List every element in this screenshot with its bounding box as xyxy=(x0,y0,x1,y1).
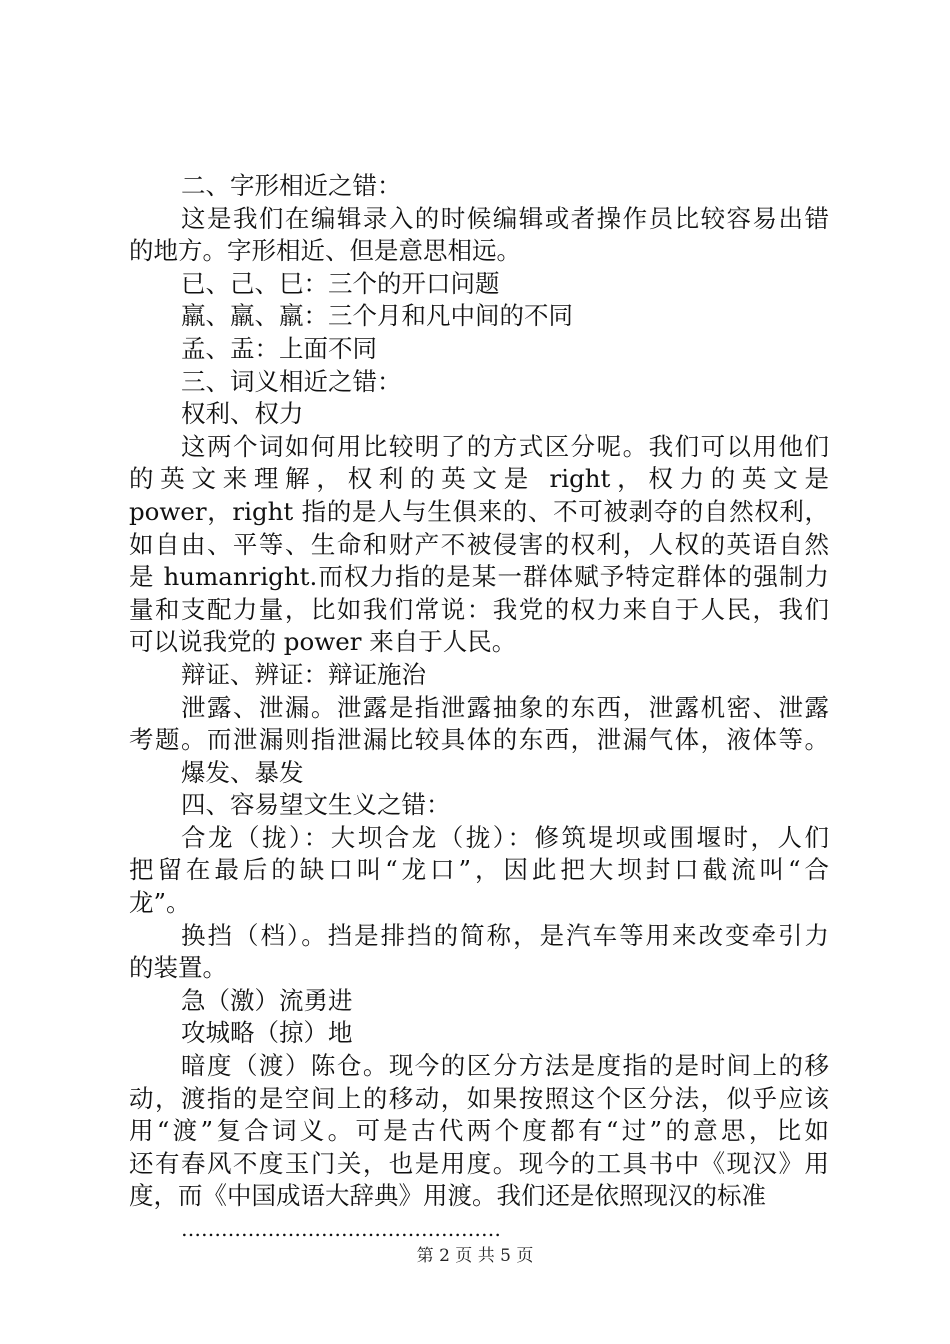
paragraph-line: 这是我们在编辑录入的时候编辑或者操作员比较容易出错 xyxy=(181,203,829,233)
paragraph-line: 三、词义相近之错： xyxy=(181,366,402,396)
document-body xyxy=(129,170,829,1246)
paragraph-line: power，right 指的是人与生俱来的、不可被剥夺的自然权利， xyxy=(129,496,829,526)
paragraph-line: 攻城略（掠）地 xyxy=(181,1018,353,1048)
paragraph-line: 是 humanright.而权力指的是某一群体赋予特定群体的强制力 xyxy=(129,562,829,592)
paragraph-line: 泄露、泄漏。泄露是指泄露抽象的东西，泄露机密、泄露 xyxy=(181,692,829,722)
paragraph-line: 急（激）流勇进 xyxy=(181,985,353,1015)
paragraph-line: 合龙（拢）：大坝合龙（拢）：修筑堤坝或围堰时，人们 xyxy=(181,822,829,852)
paragraph-line: 辩证、辨证：辩证施治 xyxy=(181,659,426,689)
paragraph-line: 已、己、巳：三个的开口问题 xyxy=(181,268,500,298)
paragraph-line: 用“渡”复合词义。可是古代两个度都有“过”的意思，比如 xyxy=(129,1116,829,1146)
paragraph-line: 孟、盂：上面不同 xyxy=(181,333,377,363)
page-number: 第 2 页 共 5 页 xyxy=(416,1246,534,1266)
paragraph-line: 暗度（渡）陈仓。现今的区分方法是度指的是时间上的移 xyxy=(181,1051,829,1081)
paragraph-line: 可以说我党的 power 来自于人民。 xyxy=(129,627,517,657)
ellipsis-line: ………………………………………… xyxy=(181,1217,501,1241)
paragraph-line: 考题。而泄漏则指泄漏比较具体的东西，泄漏气体，液体等。 xyxy=(129,725,829,755)
paragraph-line: 的装置。 xyxy=(129,953,227,983)
paragraph-line: 这两个词如何用比较明了的方式区分呢。我们可以用他们 xyxy=(181,431,829,461)
paragraph-line: 爆发、暴发 xyxy=(181,757,304,787)
paragraph-line: 把留在最后的缺口叫“龙口”，因此把大坝封口截流叫“合 xyxy=(129,855,829,885)
paragraph-line: 动，渡指的是空间上的移动，如果按照这个区分法，似乎应该 xyxy=(129,1083,829,1113)
paragraph-line: 的地方。字形相近、但是意思相远。 xyxy=(129,236,521,266)
paragraph-line: 还有春风不度玉门关，也是用度。现今的工具书中《现汉》用 xyxy=(129,1148,829,1178)
paragraph-line: 的英文来理解，权利的英文是 right，权力的英文是 xyxy=(129,464,829,494)
paragraph-line: 四、容易望文生义之错： xyxy=(181,790,451,820)
paragraph-line: 权利、权力 xyxy=(181,399,304,429)
paragraph-line: 二、字形相近之错： xyxy=(181,171,402,200)
paragraph-line: 度，而《中国成语大辞典》用渡。我们还是依照现汉的标准 xyxy=(129,1181,766,1211)
paragraph-line: 龙”。 xyxy=(129,888,191,918)
paragraph-line: 如自由、平等、生命和财产不被侵害的权利，人权的英语自然 xyxy=(129,529,829,559)
paragraph-line: 换挡（档）。挡是排挡的简称，是汽车等用来改变牵引力 xyxy=(181,920,829,950)
page-footer xyxy=(0,1244,950,1268)
paragraph-line: 羸、羸、羸：三个月和凡中间的不同 xyxy=(181,301,573,331)
paragraph-line: 量和支配力量，比如我们常说：我党的权力来自于人民，我们 xyxy=(129,594,829,624)
